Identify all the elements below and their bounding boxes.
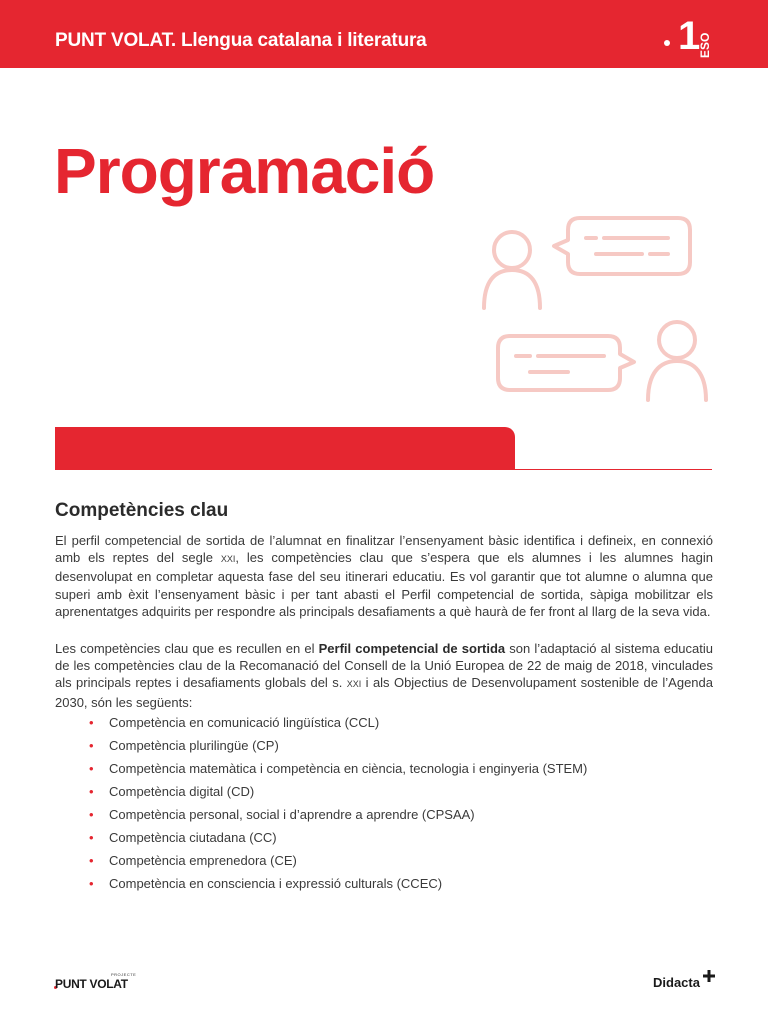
header-bar — [0, 0, 768, 68]
bullet-icon: • — [89, 761, 94, 776]
person-icon — [648, 322, 706, 400]
list-item: • Competència personal, social i d’aprendre a aprendre (CPSAA) — [89, 807, 475, 822]
bullet-icon: • — [89, 738, 94, 753]
profile-term: Perfil competencial de sortida — [318, 641, 506, 656]
competences-list — [89, 714, 587, 898]
bullet-icon: • — [89, 715, 94, 730]
competences-paragraph: Les competències clau que es recullen en el Perfil competencial de sortida son l’adaptació al sistema educatiu de les competències clau de la Recomanació del Consell de la Unió Europea de 22 de maig de 2018, vinculades als principals reptes i desafiaments globals del s. XXI i als Objectius de Desenvolupament sostenible de l’Agenda 2030, són les següents: — [55, 641, 713, 710]
logo-name: Didacta — [653, 975, 700, 990]
plus-icon — [703, 970, 715, 982]
century-label: XXI — [346, 679, 362, 690]
didacta-logo — [653, 973, 715, 997]
list-item: • Competència matemàtica i competència en ciència, tecnologia i enginyeria (STEM) — [89, 761, 588, 776]
grade-dot — [664, 40, 670, 46]
list-item: • Competència digital (CD) — [89, 784, 255, 799]
page-title: Programació — [54, 135, 435, 207]
list-item: • Competència ciutadana (CC) — [89, 830, 277, 845]
list-item: • Competència en comunicació lingüística (CCL) — [89, 715, 380, 730]
list-item: • Competència en consciencia i expressió culturals (CCEC) — [89, 876, 443, 891]
bullet-icon: • — [89, 830, 94, 845]
conversation-illustration — [470, 210, 730, 410]
century-label: XXI — [220, 554, 236, 565]
divider-line — [515, 469, 712, 470]
logo-project-label: PROJECTE — [111, 972, 137, 977]
punt-volat-logo — [55, 972, 145, 996]
bullet-icon: • — [89, 784, 94, 799]
grade-number: 1 — [678, 14, 701, 58]
grade-level: ESO — [698, 32, 712, 58]
list-item: • Competència plurilingüe (CP) — [89, 738, 279, 753]
intro-paragraph: El perfil competencial de sortida de l’alumnat en finalitzar l’ensenyament bàsic identifica i defineix, en connexió amb els reptes del segle XXI, les competències clau que s’espera que els alumnes i les alumnes hagin desenvolupat en completar aquesta fase del seu itinerari educatiu. Es vol garantir que tot alumne o alumna que superi amb èxit l’ensenyament bàsic i per tant abasti el Perfil competencial de sortida, sàpiga mobilitzar els aprenentatges adquirits per respondre als principals desafiaments a què haurà de fer front al llarg de la seva vida. — [55, 533, 713, 619]
bullet-icon: • — [89, 876, 94, 891]
speech-bubble-icon — [498, 336, 634, 390]
section-band — [55, 427, 515, 470]
list-item: • Competència emprenedora (CE) — [89, 853, 297, 868]
logo-name: PUNT VOLAT — [55, 977, 128, 991]
bullet-icon: • — [89, 853, 94, 868]
person-icon — [484, 232, 540, 308]
section-heading: Competències clau — [55, 500, 229, 521]
bullet-icon: • — [89, 807, 94, 822]
speech-bubble-icon — [554, 218, 690, 274]
header-title: PUNT VOLAT. Llengua catalana i literatura — [55, 30, 427, 51]
